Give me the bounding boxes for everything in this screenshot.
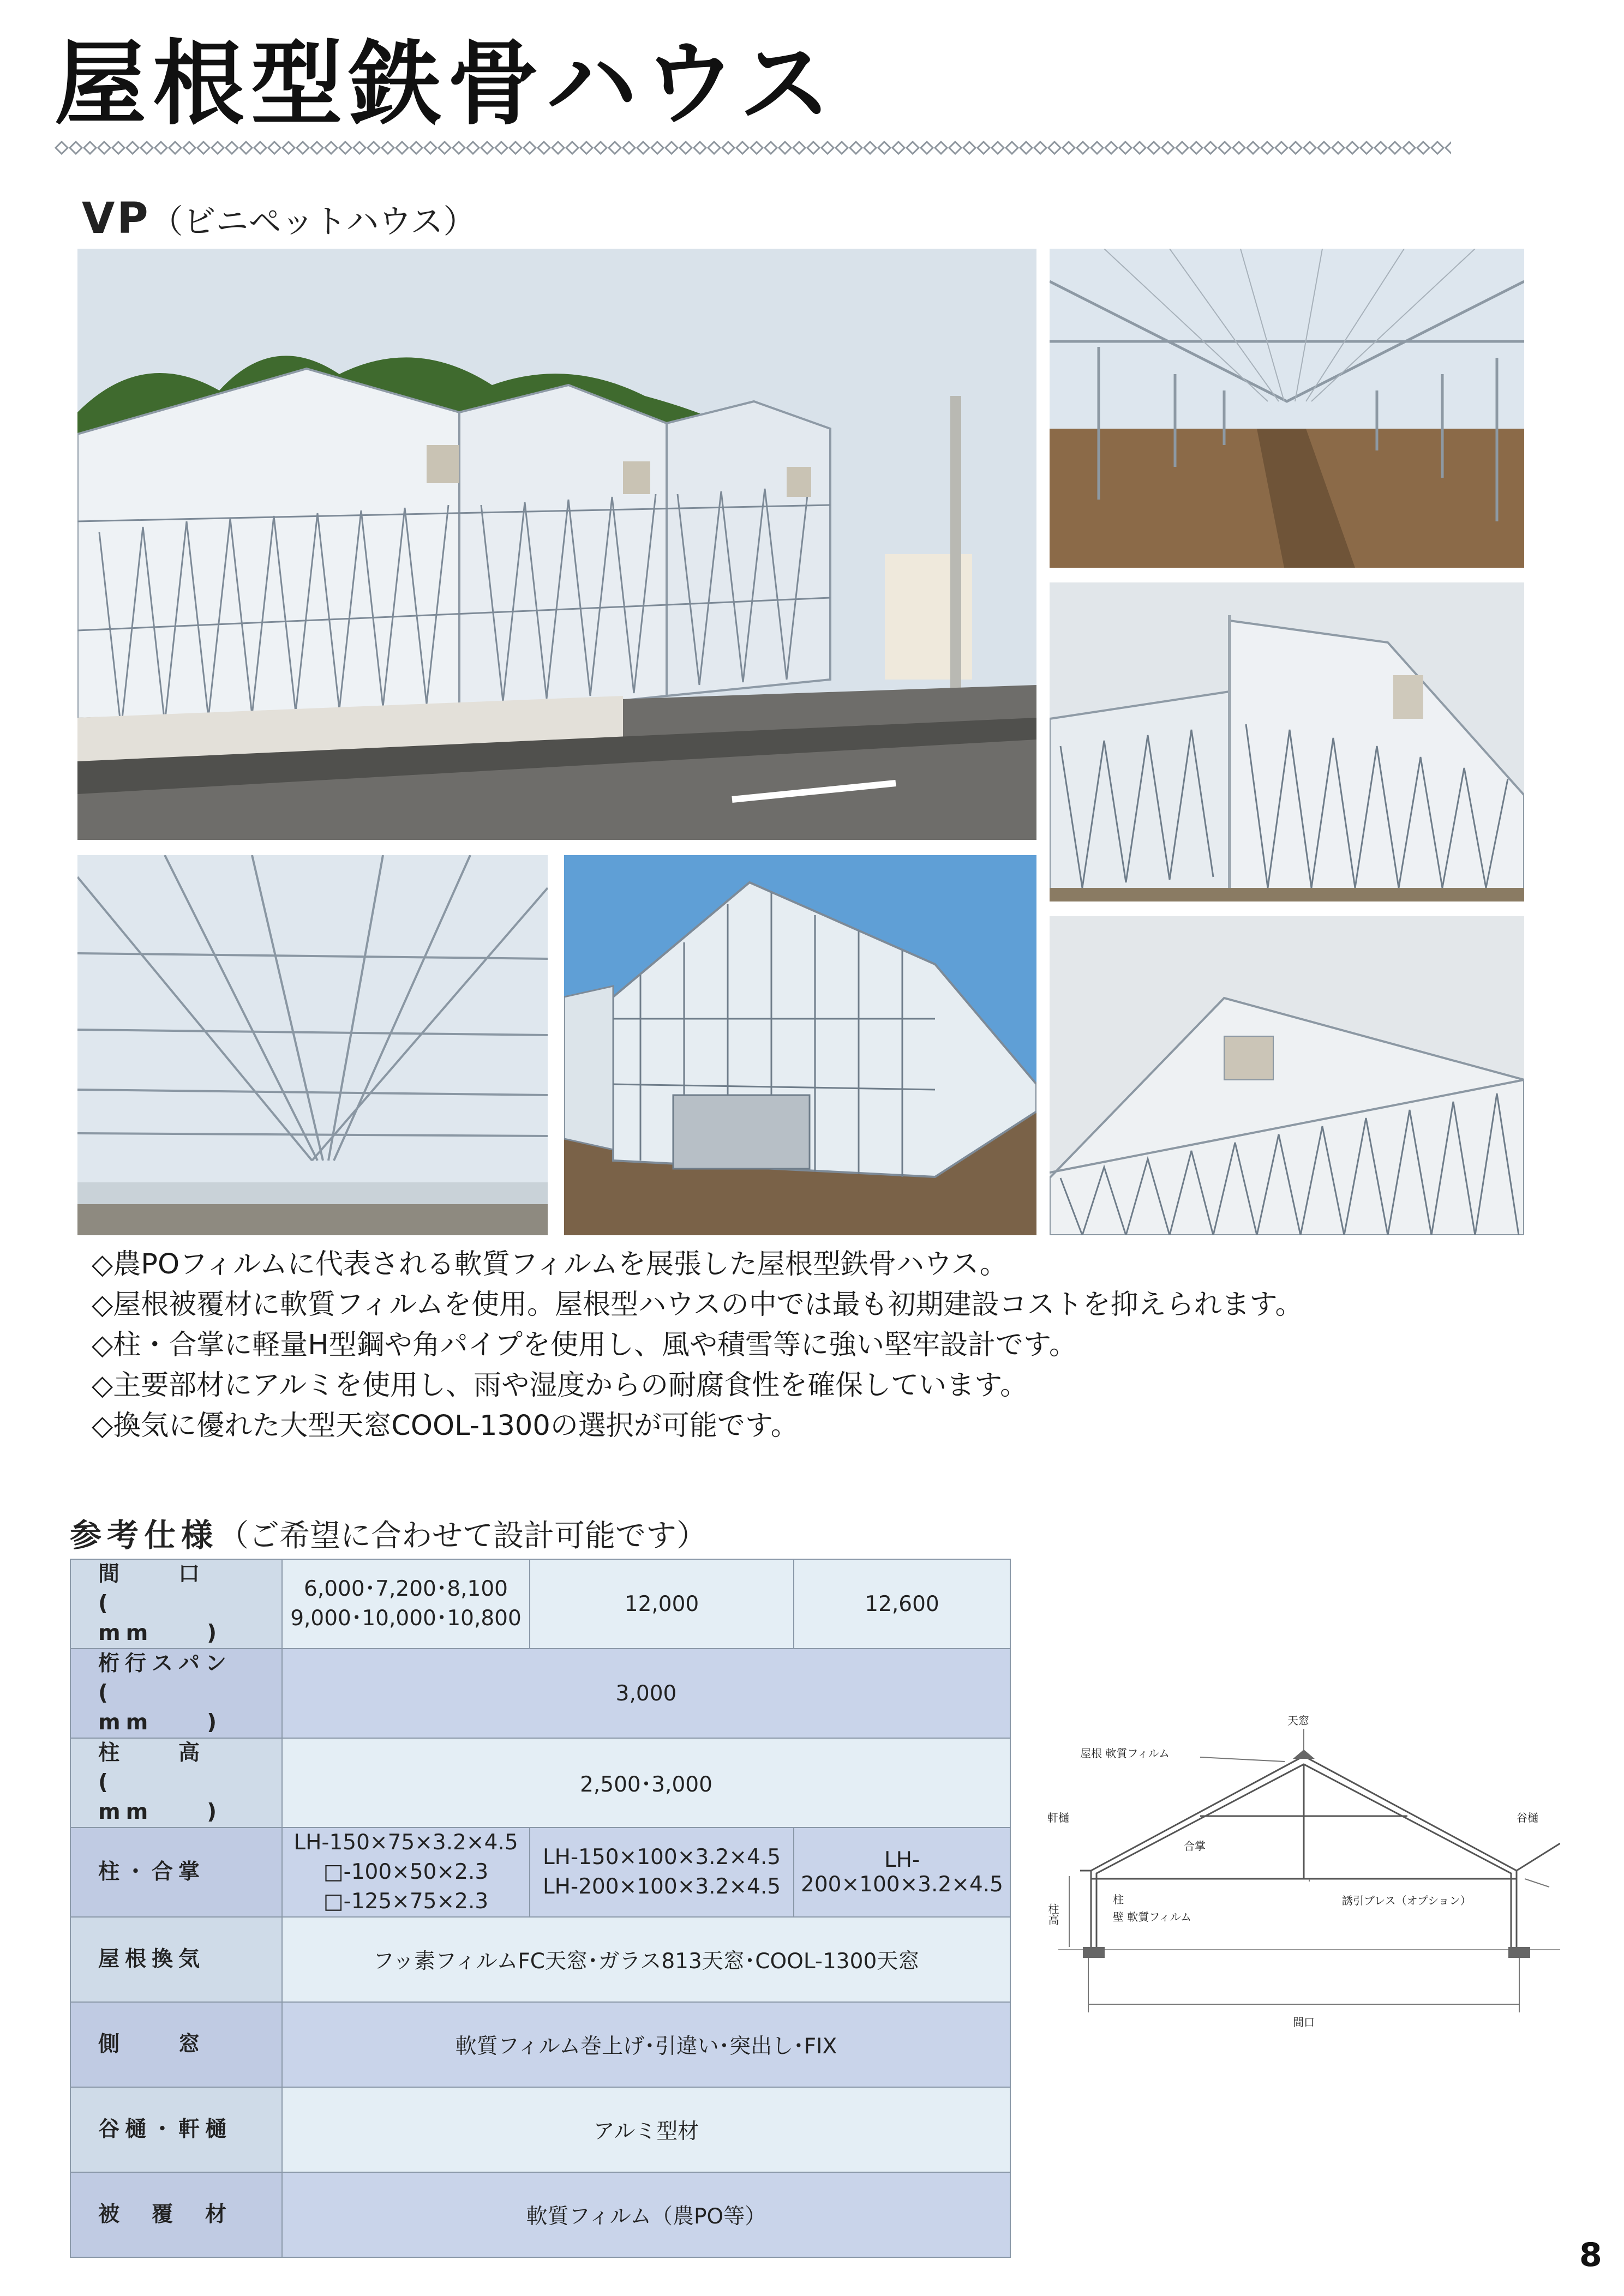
photo-greenhouse-front-gable [564, 855, 1036, 1235]
page-number: 8 [1579, 2236, 1602, 2274]
label-column-height: 柱高 [1046, 1903, 1059, 1925]
row-header: 柱・合掌 [70, 1828, 282, 1917]
label-wall-film: 壁 軟質フィルム [1113, 1910, 1191, 1924]
label-eave-gutter: 軒樋 [1047, 1811, 1069, 1824]
table-cell: LH-150×75×3.2×4.5 □-100×50×2.3 □-125×75×2.3 [282, 1828, 530, 1917]
row-header: 谷樋・軒樋 [70, 2087, 282, 2172]
label-valley-gutter: 谷樋 [1517, 1811, 1538, 1824]
table-row [70, 2002, 1010, 2087]
table-row [70, 1559, 1010, 1649]
label-span: 間口 [1293, 2016, 1315, 2029]
feature-item: ◇換気に優れた大型天窓COOL-1300の選択が可能です。 [92, 1410, 799, 1442]
table-row [70, 2087, 1010, 2172]
feature-item: ◇柱・合掌に軽量H型鋼や角パイプを使用し、風や積雪等に強い堅牢設計です。 [92, 1329, 1077, 1361]
table-cell: 12,600 [794, 1559, 1010, 1649]
photo-greenhouse-interior-soil [1050, 249, 1524, 568]
table-row [70, 1738, 1010, 1828]
table-cell: 軟質フィルム（農PO等） [282, 2172, 1010, 2257]
table-cell: LH-200×100×3.2×4.5 [794, 1828, 1010, 1917]
decorative-chain-rule [55, 141, 1451, 155]
feature-item: ◇屋根被覆材に軟質フィルムを使用。屋根型ハウスの中では最も初期建設コストを抑えられます。 [92, 1289, 1303, 1321]
table-row [70, 2172, 1010, 2257]
product-code: VP [82, 194, 151, 243]
label-brace-option: 誘引ブレス（オプション） [1342, 1894, 1471, 1907]
feature-item: ◇主要部材にアルミを使用し、雨や湿度からの耐腐食性を確保しています。 [92, 1369, 1028, 1402]
row-header: 桁行スパン ( mm ) [70, 1649, 282, 1738]
label-roof-film: 屋根 軟質フィルム [1080, 1747, 1170, 1760]
table-cell: アルミ型材 [282, 2087, 1010, 2172]
table-row [70, 1917, 1010, 2002]
table-row [70, 1649, 1010, 1738]
photo-greenhouse-exterior-main [77, 249, 1036, 840]
table-cell: LH-150×100×3.2×4.5 LH-200×100×3.2×4.5 [530, 1828, 794, 1917]
product-subtitle [82, 194, 476, 243]
table-cell: 3,000 [282, 1649, 1010, 1738]
feature-list [92, 1245, 1303, 1446]
row-header: 側 窓 [70, 2002, 282, 2087]
table-cell: フッ素フィルムFC天窓･ガラス813天窓･COOL-1300天窓 [282, 1917, 1010, 2002]
photo-greenhouse-interior-roof [77, 855, 548, 1235]
page-title: 屋根型鉄骨ハウス [55, 31, 837, 137]
row-header: 屋根換気 [70, 1917, 282, 2002]
table-cell: 6,000･7,200･8,100 9,000･10,000･10,800 [282, 1559, 530, 1649]
feature-item: ◇農POフィルムに代表される軟質フィルムを展張した屋根型鉄骨ハウス。 [92, 1248, 1008, 1281]
table-cell: 12,000 [530, 1559, 794, 1649]
spec-heading-main: 参考仕様 [70, 1517, 219, 1554]
spec-heading-note: （ご希望に合わせて設計可能です） [218, 1518, 708, 1554]
spec-heading [70, 1510, 707, 1555]
structure-cross-section-diagram [1036, 1707, 1560, 2067]
table-cell: 2,500･3,000 [282, 1738, 1010, 1828]
table-cell: 軟質フィルム巻上げ･引違い･突出し･FIX [282, 2002, 1010, 2087]
label-column: 柱 [1113, 1893, 1124, 1906]
row-header: 被 覆 材 [70, 2172, 282, 2257]
table-row [70, 1828, 1010, 1917]
photo-greenhouse-skylight-gable [1050, 916, 1524, 1235]
label-skylight: 天窓 [1287, 1714, 1309, 1727]
row-header: 柱 高 ( mm ) [70, 1738, 282, 1828]
spec-table [70, 1559, 1011, 2258]
row-header: 間 口 ( mm ) [70, 1559, 282, 1649]
photo-greenhouse-side-view [1050, 582, 1524, 901]
label-rafter: 合掌 [1184, 1840, 1206, 1853]
product-name: （ビニペットハウス） [150, 203, 476, 241]
